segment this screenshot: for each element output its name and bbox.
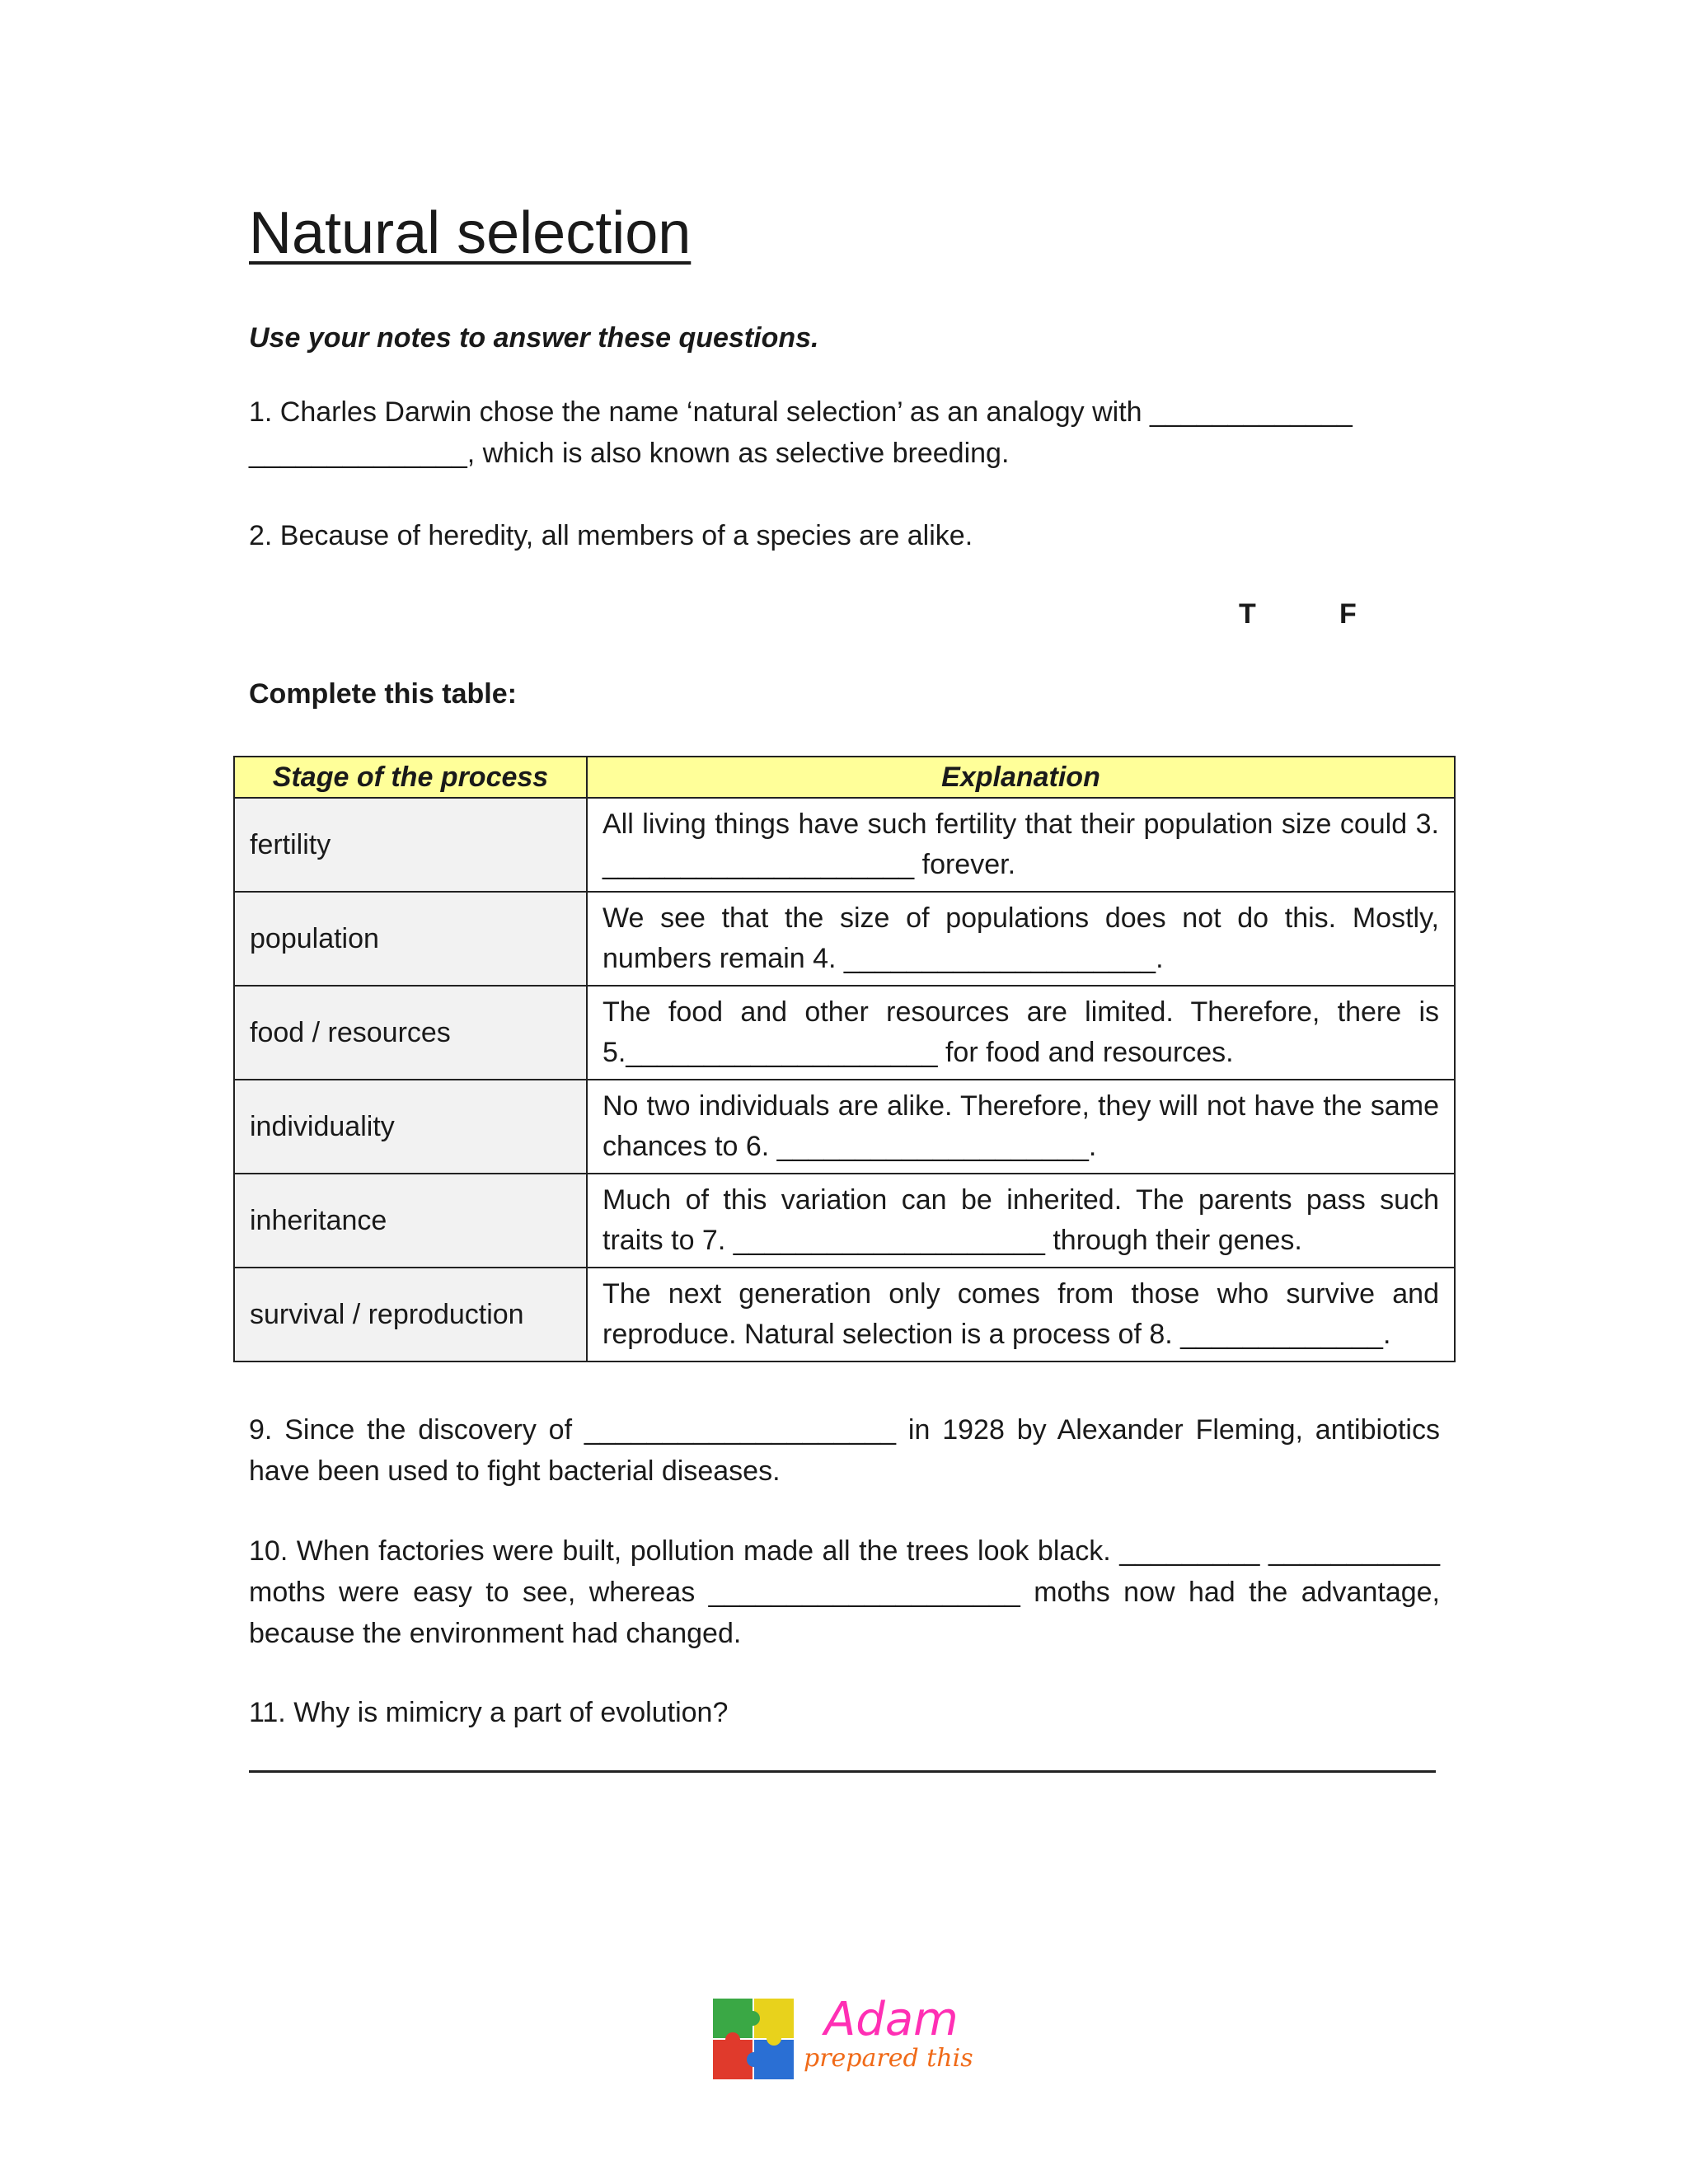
explanation-cell[interactable]: The food and other resources are limited. Therefore, there is 5.____________________ for food and resources. [587, 986, 1455, 1080]
question-11: 11. Why is mimicry a part of evolution? [249, 1697, 729, 1728]
table-prompt: Complete this table: [249, 678, 517, 710]
table-row [234, 1268, 1455, 1361]
table-row [234, 986, 1455, 1080]
header-stage: Stage of the process [234, 757, 587, 798]
page-title: Natural selection [249, 200, 692, 266]
table-row [234, 1080, 1455, 1174]
header-explanation: Explanation [587, 757, 1455, 798]
explanation-cell[interactable]: We see that the size of populations does not do this. Mostly, numbers remain 4. ____________________. [587, 892, 1455, 986]
stage-cell: inheritance [234, 1174, 587, 1268]
explanation-cell[interactable]: All living things have such fertility that their population size could 3. ____________________ forever. [587, 798, 1455, 892]
question-10[interactable]: 10. When factories were built, pollution made all the trees look black. _________ ___________ moths were easy to see, whereas ____________________ moths now had the advantage, because the environment had changed. [249, 1535, 1440, 1649]
false-option[interactable]: F [1339, 598, 1357, 630]
stage-cell: population [234, 892, 587, 986]
stage-cell: individuality [234, 1080, 587, 1174]
explanation-cell[interactable]: No two individuals are alike. Therefore, they will not have the same chances to 6. ____________________. [587, 1080, 1455, 1174]
table-row [234, 798, 1455, 892]
answer-line[interactable] [249, 1770, 1436, 1773]
explanation-cell[interactable]: The next generation only comes from those who survive and reproduce. Natural selection is a process of 8. _____________. [587, 1268, 1455, 1361]
instructions: Use your notes to answer these questions. [249, 322, 819, 354]
stage-cell: fertility [234, 798, 587, 892]
logo-tagline: prepared this [804, 2044, 973, 2073]
explanation-cell[interactable]: Much of this variation can be inherited. The parents pass such traits to 7. ____________________ through their genes. [587, 1174, 1455, 1268]
table-row [234, 1174, 1455, 1268]
stage-cell: survival / reproduction [234, 1268, 587, 1361]
logo-name: Adam [824, 1993, 959, 2046]
table-header-row [234, 757, 1455, 798]
process-table [233, 756, 1456, 1362]
true-option[interactable]: T [1239, 598, 1256, 630]
question-1-line-2: ______________, which is also known as selective breeding. [249, 438, 1010, 469]
question-1 [249, 391, 1440, 474]
stage-cell: food / resources [234, 986, 587, 1080]
question-2: 2. Because of heredity, all members of a species are alike. [249, 520, 973, 551]
question-9[interactable]: 9. Since the discovery of ____________________ in 1928 by Alexander Fleming, antibiotics have been used to fight bacterial diseases. [249, 1414, 1440, 1487]
table-row [234, 892, 1455, 986]
question-1-line-1: 1. Charles Darwin chose the name ‘natural selection’ as an analogy with _____________ [249, 396, 1353, 428]
